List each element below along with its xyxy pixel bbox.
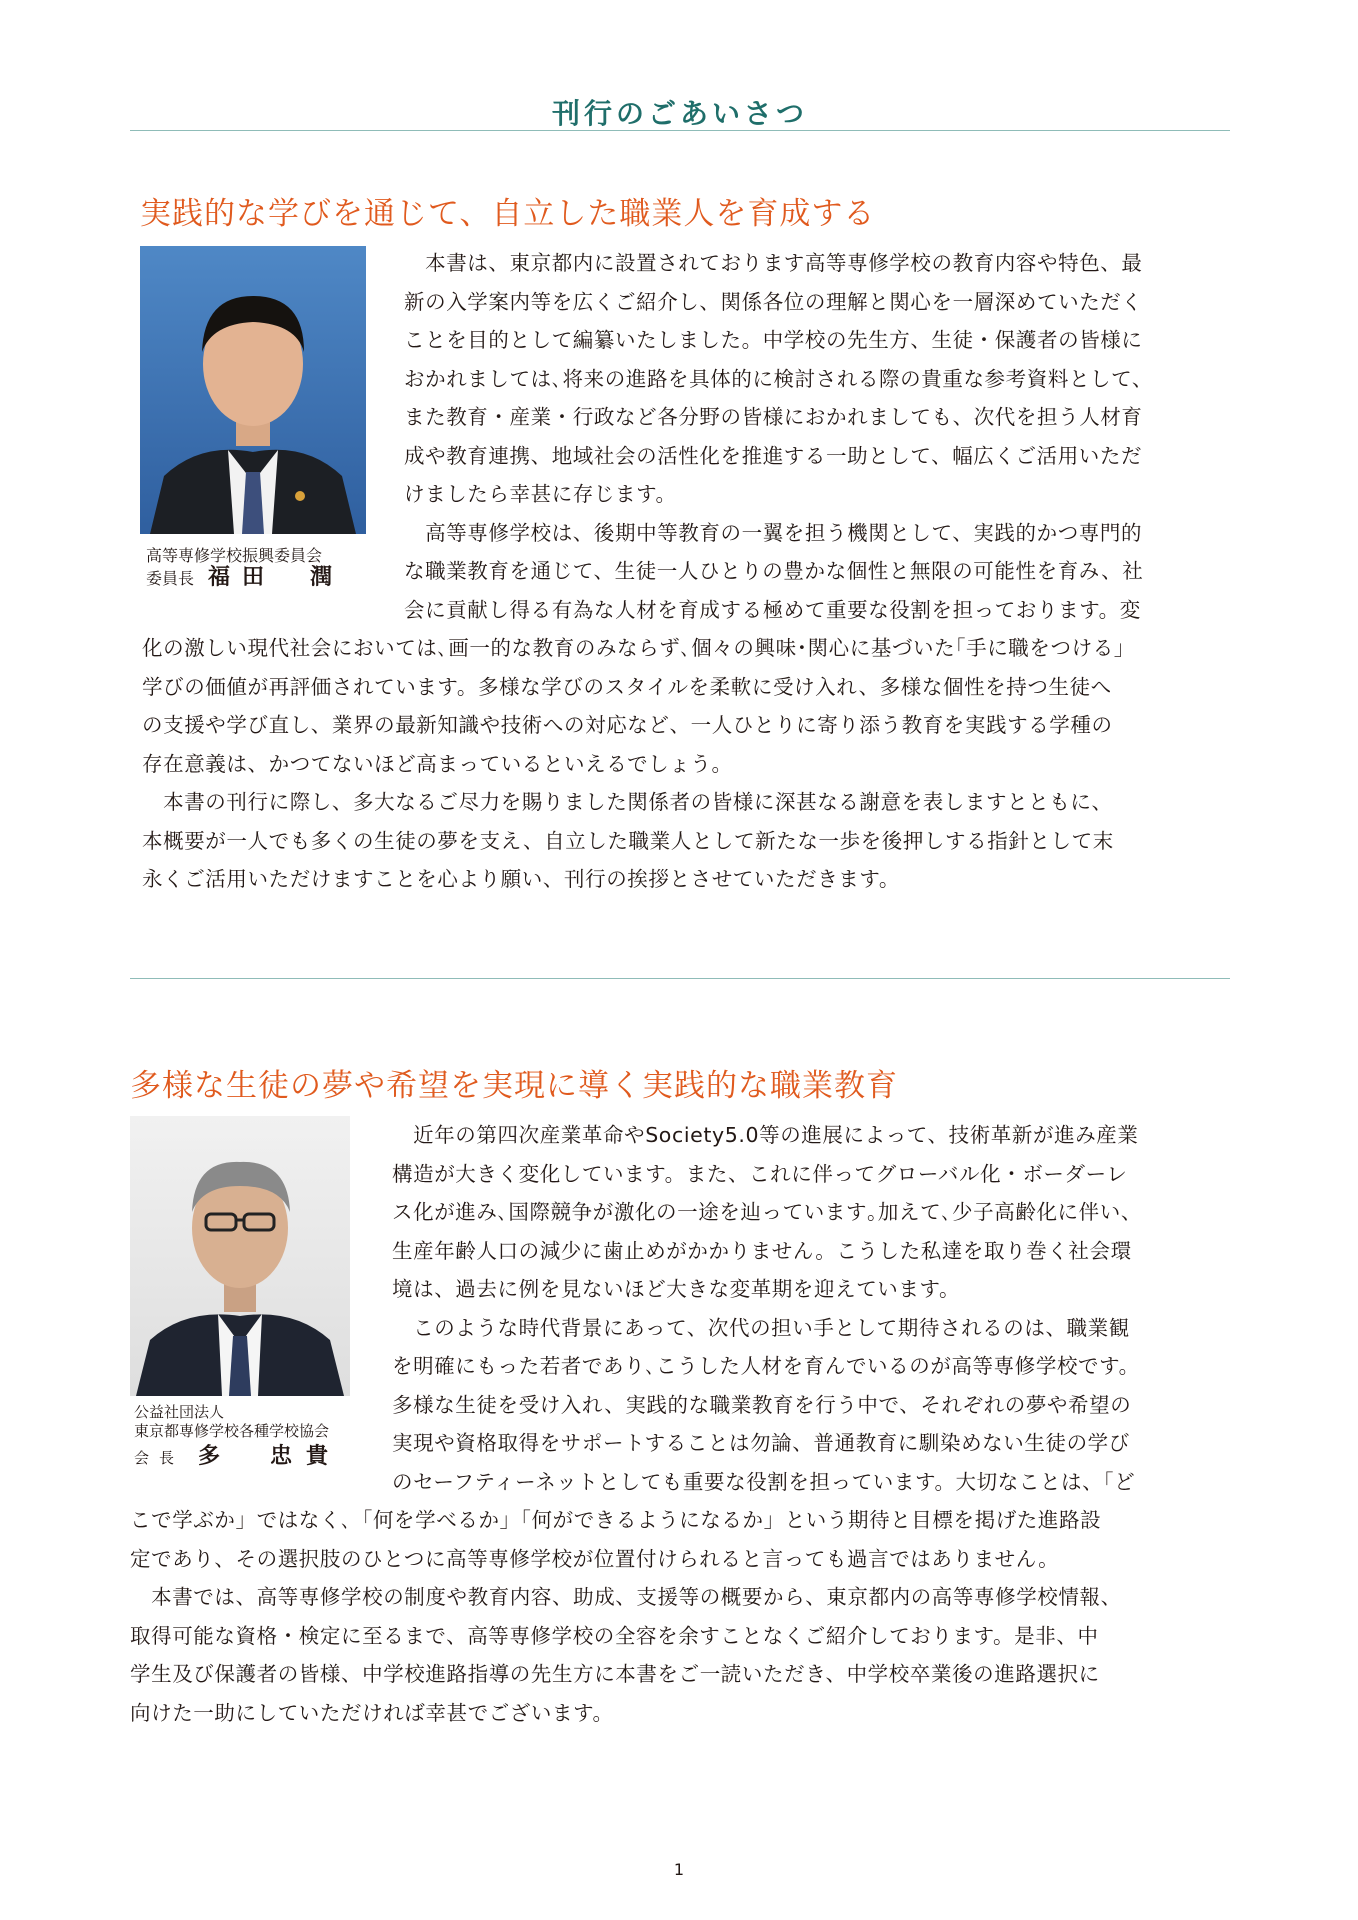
text-line: こで学ぶか」ではなく､「何を学べるか」「何ができるようになるか」という期待と目標を掲げた進路設 [130, 1508, 1102, 1532]
section-divider [130, 978, 1230, 979]
text-line: のセーフティーネットとしても重要な役割を担っています。大切なことは、「ど [392, 1469, 1136, 1494]
text-line: 構造が大きく変化しています。また、これに伴ってグローバル化・ボーダーレ [392, 1161, 1128, 1186]
caption-role: 委員長 [146, 569, 195, 588]
text-line: 多様な生徒を受け入れ、実践的な職業教育を行う中で、それぞれの夢や希望の [392, 1392, 1132, 1417]
section1-heading: 実践的な学びを通じて、自立した職業人を育成する [140, 196, 876, 232]
caption-name: 福田 潤 [208, 565, 345, 590]
text-line: 存在意義は、かつてないほど高まっているといえるでしょう。 [142, 751, 733, 776]
portrait-photo-2 [130, 1116, 350, 1396]
text-line: また教育・産業・行政など各分野の皆様におかれましても、次代を担う人材育 [404, 405, 1143, 429]
text-line: 本概要が一人でも多くの生徒の夢を支え、自立した職業人として新たな一歩を後押しする指針として末 [142, 828, 1114, 853]
text-line: 近年の第四次産業革命やSociety5.0等の進展によって、技術革新が進み産業 [392, 1123, 1139, 1147]
caption-org-2: 東京都専修学校各種学校協会 [134, 1422, 330, 1440]
text-line: 新の入学案内等を広くご紹介し、関係各位の理解と関心を一層深めていただく [404, 289, 1143, 314]
text-line: おかれましては､将来の進路を具体的に検討される際の貴重な参考資料として、 [404, 366, 1153, 391]
page-title: 刊行のごあいさつ [551, 97, 808, 130]
caption-org: 高等専修学校振興委員会 [146, 546, 323, 565]
text-line: 本書は、東京都内に設置されております高等専修学校の教育内容や特色、最 [404, 251, 1143, 275]
text-line: の支援や学び直し、業界の最新知識や技術への対応など、一人ひとりに寄り添う教育を実践する学種の [142, 713, 1113, 737]
text-line: 境は、過去に例を見ないほど大きな変革期を迎えています。 [392, 1277, 961, 1301]
caption-1 [146, 545, 344, 590]
section2-heading: 多様な生徒の夢や希望を実現に導く実践的な職業教育 [130, 1068, 898, 1104]
page-number: 1 [673, 1860, 685, 1879]
text-line: な職業教育を通じて、生徒一人ひとりの豊かな個性と無限の可能性を育み、社 [404, 559, 1144, 583]
text-line: 生産年齢人口の減少に歯止めがかかりません。こうした私達を取り巻く社会環 [392, 1238, 1132, 1263]
caption-2 [134, 1403, 342, 1468]
text-line: 取得可能な資格・検定に至るまで、高等専修学校の全容を余すことなくご紹介しております。是非、中 [130, 1623, 1099, 1648]
text-line: 本書では、高等専修学校の制度や教育内容、助成、支援等の概要から、東京都内の高等専修学校情報、 [130, 1585, 1122, 1609]
caption-role: 会長 [134, 1449, 185, 1467]
text-line: けましたら幸甚に存じます。 [404, 482, 677, 506]
text-line: ス化が進み､国際競争が激化の一途を辿っています｡加えて､少子高齢化に伴い、 [392, 1200, 1142, 1224]
text-line: 実現や資格取得をサポートすることは勿論、普通教育に馴染めない生徒の学び [392, 1431, 1130, 1455]
text-line: 永くご活用いただけますことを心より願い、刊行の挨拶とさせていただきます。 [142, 867, 900, 891]
text-line: 高等専修学校は、後期中等教育の一翼を担う機関として、実践的かつ専門的 [404, 520, 1143, 545]
caption-name: 多 忠貴 [198, 1444, 343, 1469]
caption-org-1: 公益社団法人 [134, 1403, 225, 1421]
text-line: 化の激しい現代社会においては､画一的な教育のみならず､個々の興味･関心に基づいた｢手に職をつける｣ [142, 636, 1125, 660]
text-line: このような時代背景にあって、次代の担い手として期待されるのは、職業観 [392, 1315, 1130, 1340]
text-line: 定であり、その選択肢のひとつに高等専修学校が位置付けられると言っても過言ではありません。 [130, 1546, 1060, 1571]
text-line: を明確にもった若者であり､こうした人材を育んでいるのが高等専修学校です。 [392, 1354, 1140, 1378]
portrait-photo-1 [140, 246, 366, 534]
top-divider [130, 130, 1230, 131]
text-line: ことを目的として編纂いたしました。中学校の先生方、生徒・保護者の皆様に [404, 328, 1143, 352]
text-line: 学生及び保護者の皆様、中学校進路指導の先生方に本書をご一読いただき、中学校卒業後の進路選択に [130, 1662, 1100, 1686]
text-line: 会に貢献し得る有為な人材を育成する極めて重要な役割を担っております。変 [404, 597, 1141, 622]
text-line: 成や教育連携、地域社会の活性化を推進する一助として、幅広くご活用いただ [404, 443, 1143, 468]
text-line: 学びの価値が再評価されています。多様な学びのスタイルを柔軟に受け入れ、多様な個性を持つ生徒へ [142, 674, 1112, 699]
text-line: 本書の刊行に際し、多大なるご尽力を賜りました関係者の皆様に深甚なる謝意を表しますとともに、 [142, 790, 1113, 814]
text-line: 向けた一助にしていただければ幸甚でございます。 [130, 1700, 614, 1725]
